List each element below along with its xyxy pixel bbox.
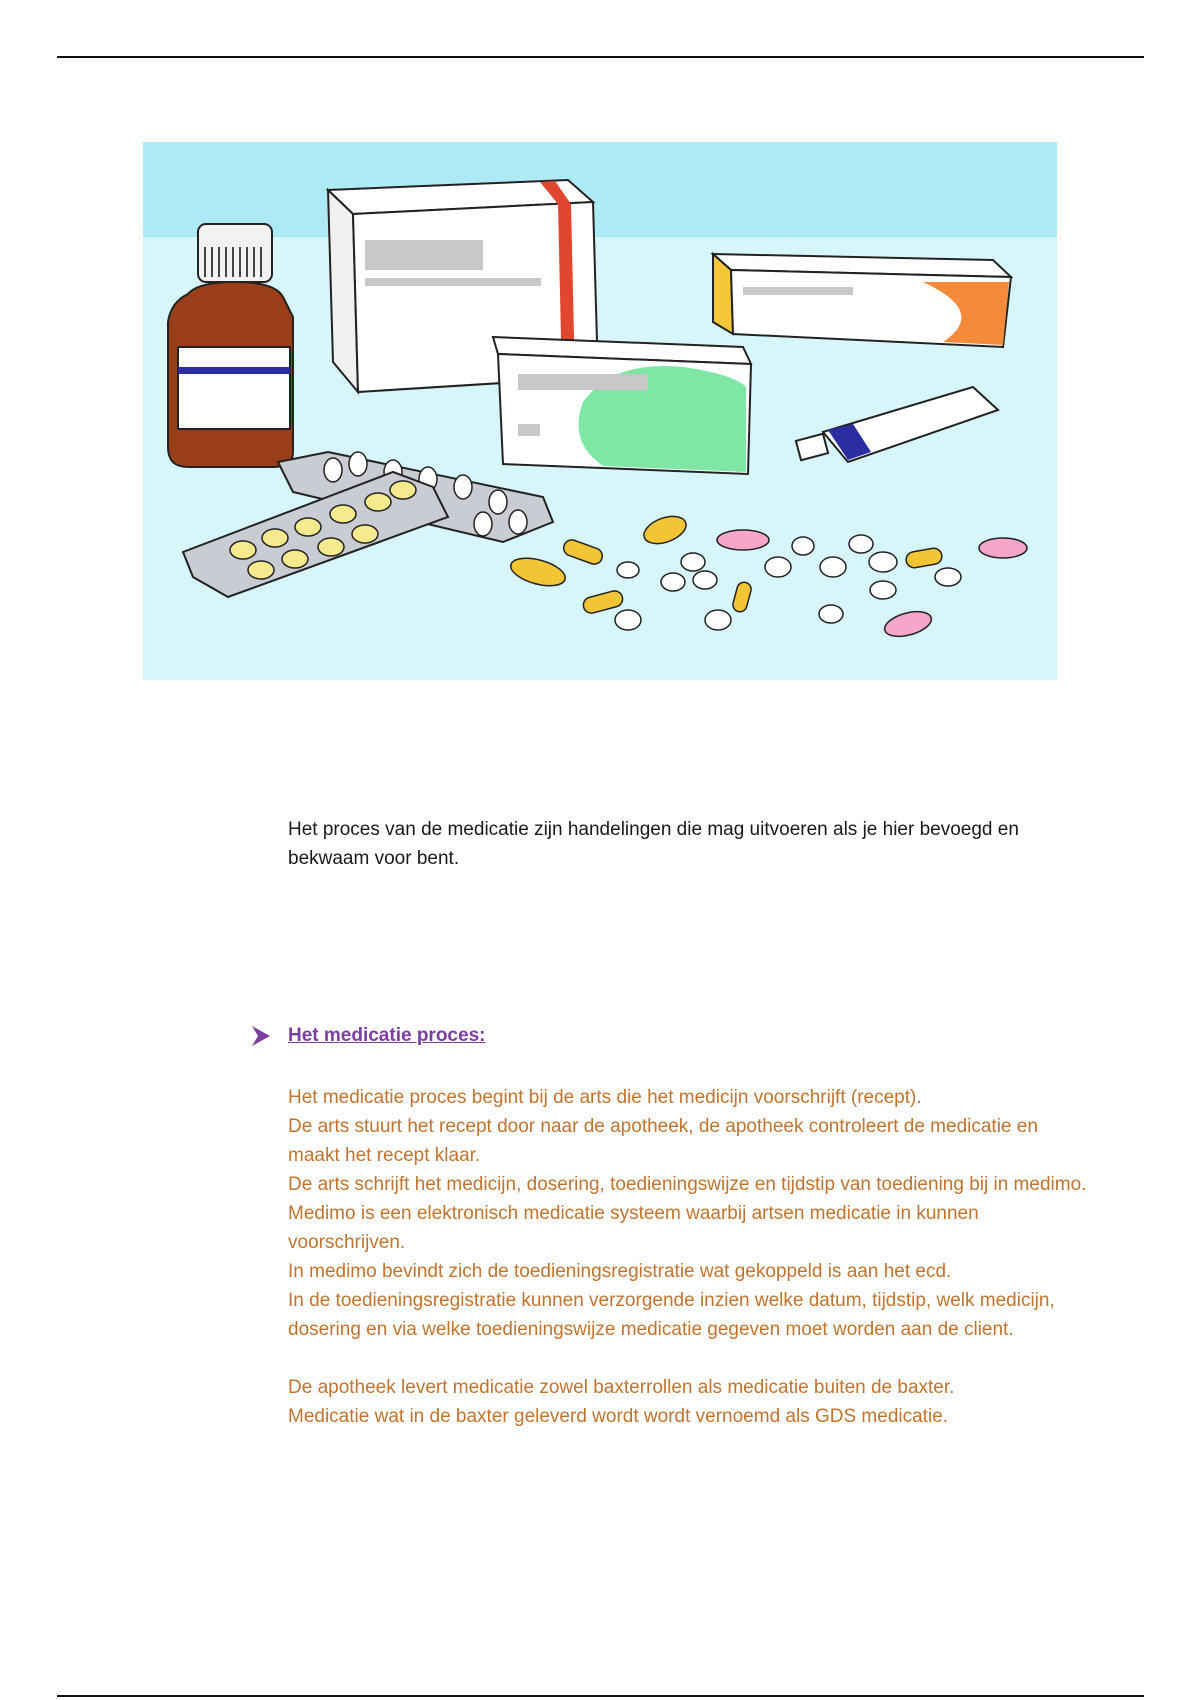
section-heading: Het medicatie proces:: [288, 1025, 486, 1046]
intro-text: [288, 815, 1068, 873]
body-paragraph: Medimo is een elektronisch medicatie systeem waarbij artsen medicatie in kunnen voorschrijven.: [288, 1203, 979, 1253]
arrowhead-bullet-icon: [250, 1024, 272, 1048]
section-heading-row: [250, 1024, 485, 1048]
medication-illustration: [143, 142, 1057, 680]
green-box-icon: [493, 337, 751, 474]
ointment-box-icon: [713, 254, 1011, 347]
body-paragraph: De arts stuurt het recept door naar de apotheek, de apotheek controleert de medicatie en maakt het recept klaar.: [288, 1116, 1038, 1166]
body-paragraph: In medimo bevindt zich de toedieningsregistratie wat gekoppeld is aan het ecd.: [288, 1261, 952, 1282]
section-body: [288, 1083, 1088, 1431]
header-rule: [57, 56, 1144, 58]
body-paragraph: De arts schrijft het medicijn, dosering, toedieningswijze en tijdstip van toediening bij in medimo.: [288, 1174, 1087, 1195]
footer-rule: [57, 1695, 1144, 1697]
body-paragraph: Het medicatie proces begint bij de arts die het medicijn voorschrijft (recept).: [288, 1087, 922, 1108]
body-paragraph: Medicatie wat in de baxter geleverd wordt wordt vernoemd als GDS medicatie.: [288, 1406, 949, 1427]
body-paragraph: De apotheek levert medicatie zowel baxterrollen als medicatie buiten de baxter.: [288, 1377, 955, 1398]
paragraph-spacer: [288, 1344, 1088, 1373]
body-paragraph: In de toedieningsregistratie kunnen verzorgende inzien welke datum, tijdstip, welk medicijn, dosering en via welke toedieningswijze medicatie gegeven moet worden aan de client.: [288, 1290, 1055, 1340]
intro-paragraph: Het proces van de medicatie zijn handelingen die mag uitvoeren als je hier bevoegd en bekwaam voor bent.: [288, 819, 1019, 869]
